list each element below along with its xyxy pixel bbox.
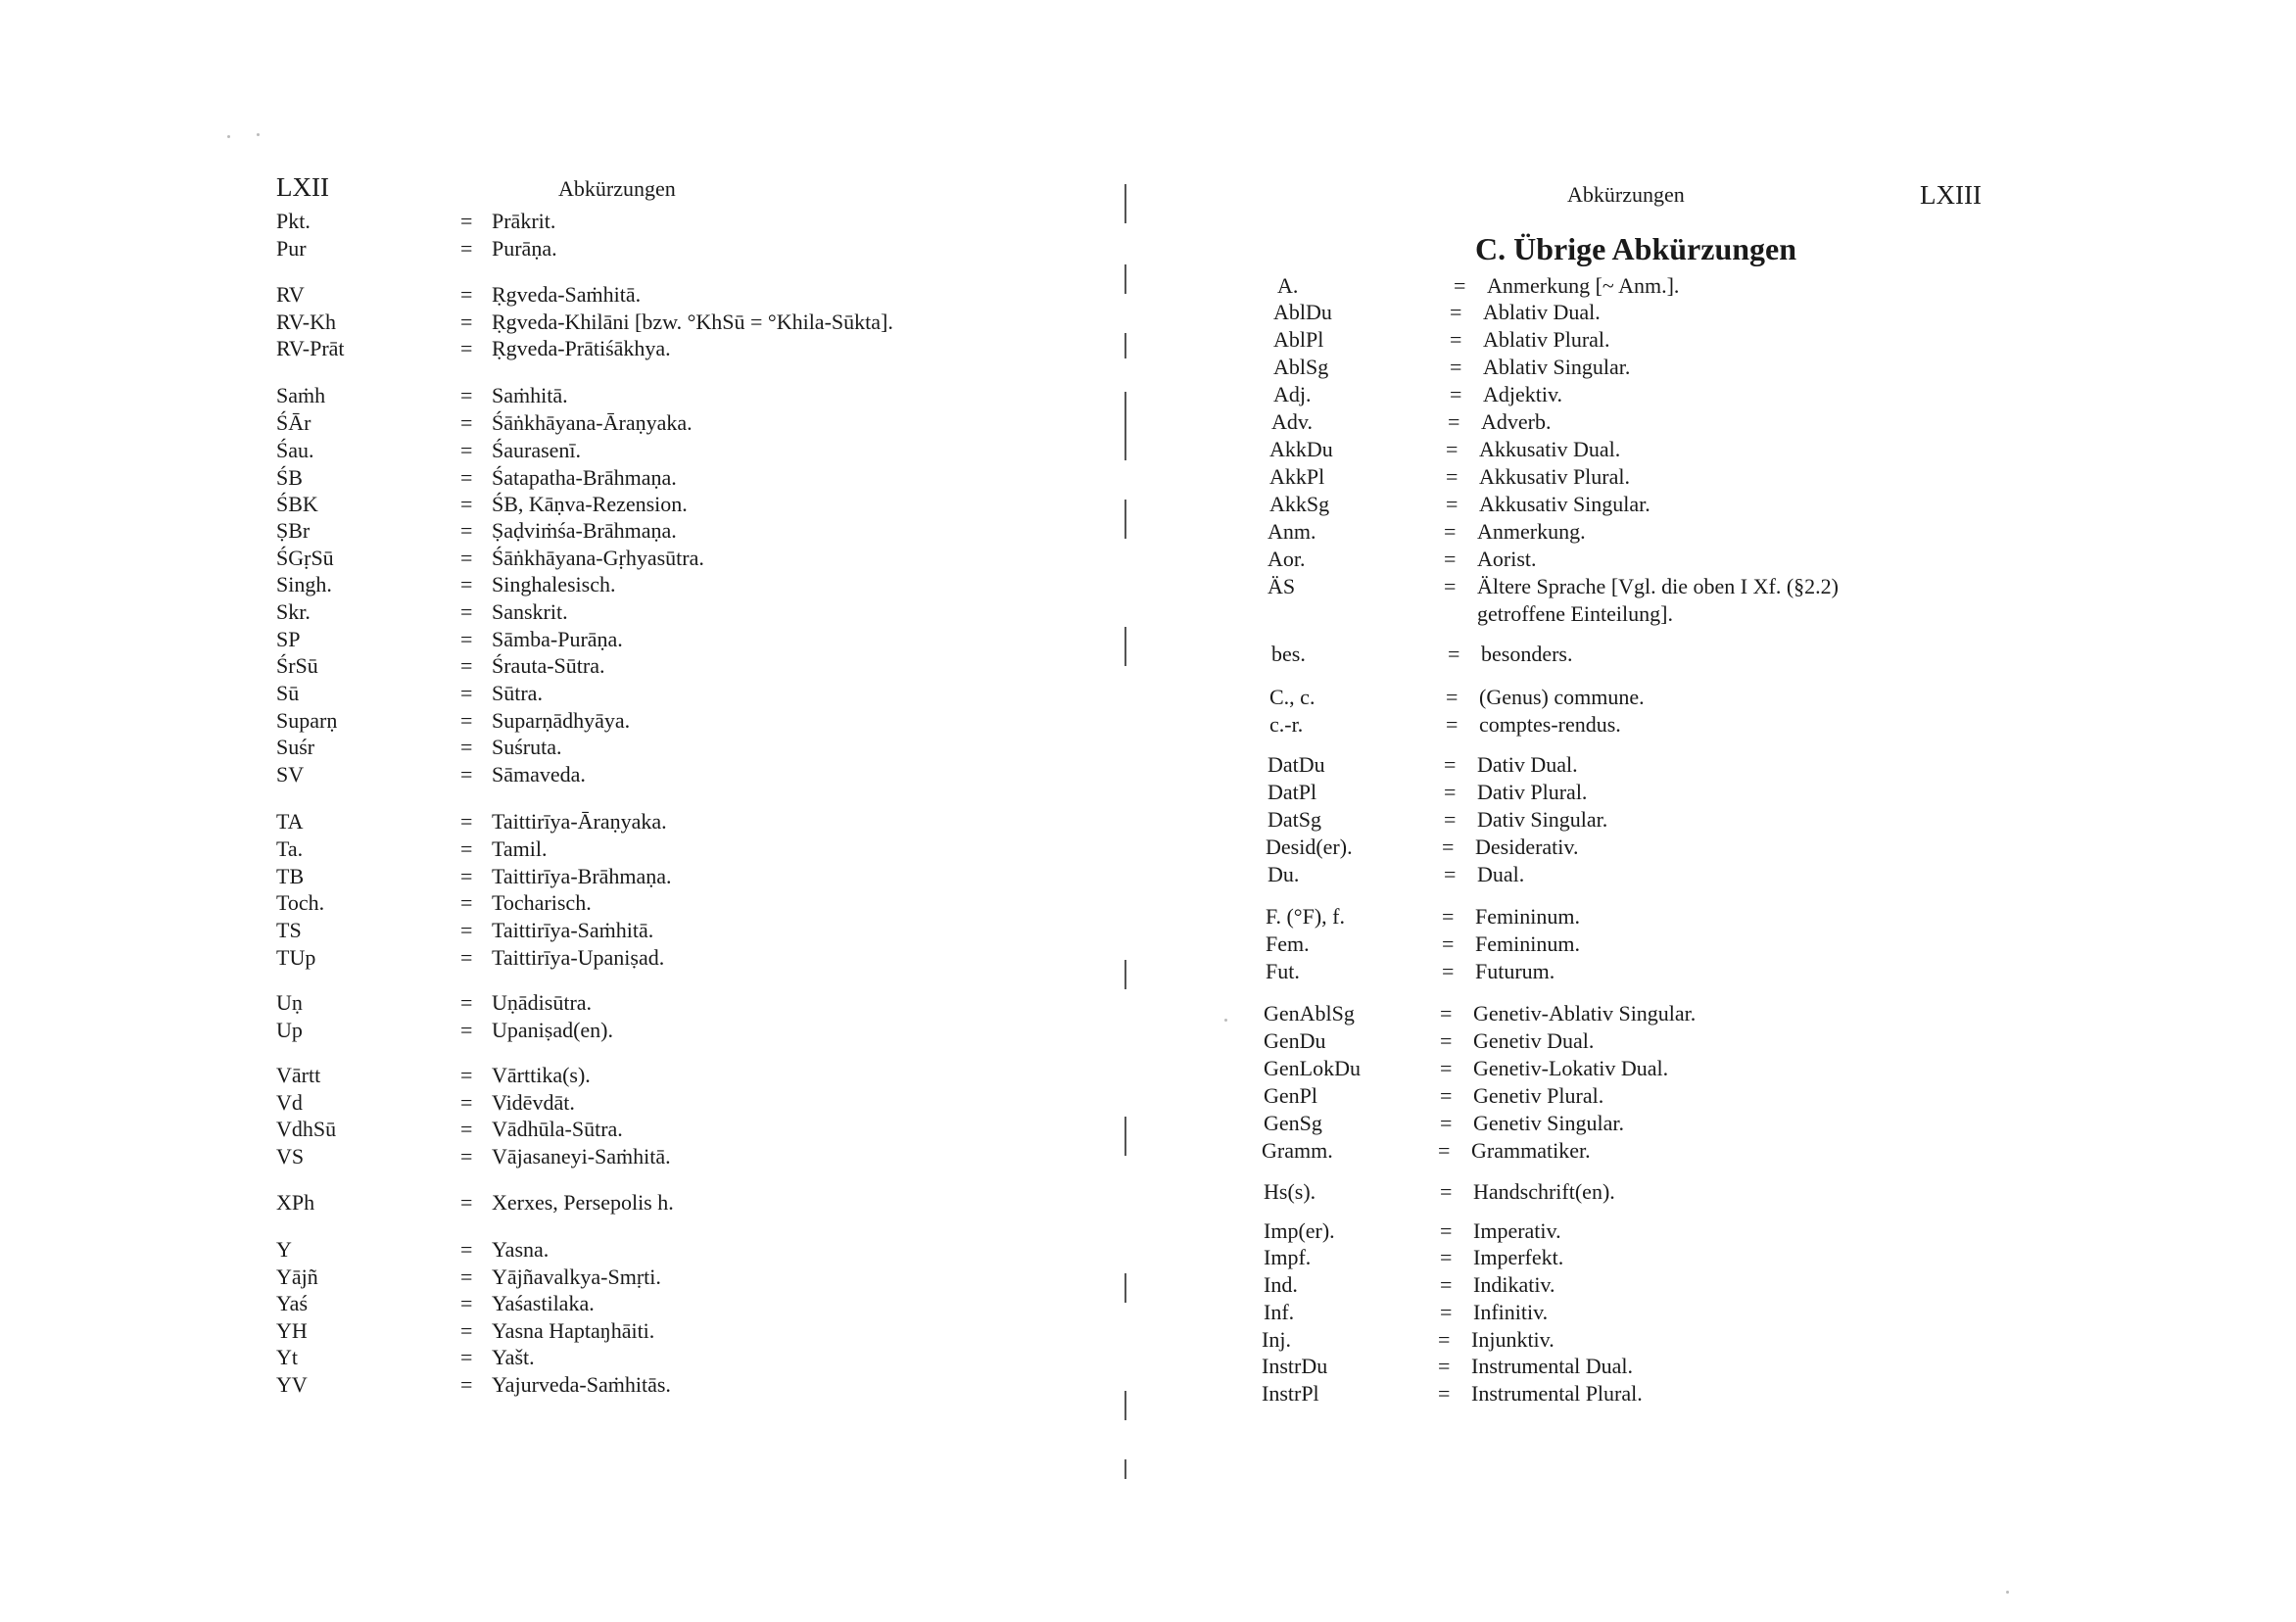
- equals-sign: =: [1440, 1083, 1453, 1108]
- equals-sign: =: [1440, 1028, 1453, 1053]
- abbreviation: InstrPl: [1262, 1381, 1319, 1406]
- expansion: Sāmaveda.: [492, 762, 586, 787]
- equals-sign: =: [460, 1144, 473, 1169]
- left-page: [0, 0, 1136, 1622]
- expansion: Singhalesisch.: [492, 572, 616, 596]
- abbreviation: YH: [276, 1318, 308, 1343]
- abbreviation: C., c.: [1269, 685, 1315, 709]
- scan-speck: [227, 135, 230, 138]
- abbreviation: ŚĀr: [276, 410, 311, 435]
- expansion: Dativ Singular.: [1477, 807, 1608, 832]
- expansion: Genetiv Dual.: [1473, 1028, 1595, 1053]
- equals-sign: =: [460, 1018, 473, 1042]
- expansion: Genetiv Plural.: [1473, 1083, 1604, 1108]
- equals-sign: =: [1438, 1138, 1451, 1163]
- expansion: besonders.: [1481, 642, 1573, 666]
- equals-sign: =: [460, 1237, 473, 1262]
- abbreviation: Inf.: [1264, 1300, 1295, 1324]
- expansion: Imperativ.: [1473, 1218, 1561, 1243]
- equals-sign: =: [1450, 382, 1462, 406]
- abbreviation: TA: [276, 809, 304, 834]
- equals-sign: =: [1438, 1381, 1451, 1406]
- equals-sign: =: [1442, 931, 1455, 956]
- equals-sign: =: [460, 836, 473, 861]
- abbreviation: AkkPl: [1269, 464, 1325, 489]
- expansion: Vādhūla-Sūtra.: [492, 1117, 623, 1141]
- abbreviation: RV-Kh: [276, 310, 336, 334]
- expansion: Prākrit.: [492, 209, 556, 233]
- abbreviation: DatDu: [1268, 752, 1325, 777]
- abbreviation: GenAblSg: [1264, 1001, 1355, 1026]
- expansion: Genetiv-Ablativ Singular.: [1473, 1001, 1697, 1026]
- equals-sign: =: [460, 282, 473, 307]
- abbreviation: Vd: [276, 1090, 303, 1115]
- abbreviation: Adj.: [1273, 382, 1312, 406]
- abbreviation: A.: [1277, 273, 1299, 298]
- abbreviation: GenDu: [1264, 1028, 1326, 1053]
- abbreviation: Saṁh: [276, 383, 326, 407]
- expansion: Instrumental Plural.: [1471, 1381, 1643, 1406]
- abbreviation: Pkt.: [276, 209, 311, 233]
- abbreviation: Singh.: [276, 572, 332, 596]
- equals-sign: =: [460, 1345, 473, 1369]
- abbreviation: Gramm.: [1262, 1138, 1333, 1163]
- abbreviation: AkkDu: [1269, 437, 1333, 461]
- abbreviation: GenLokDu: [1264, 1056, 1361, 1080]
- equals-sign: =: [460, 236, 473, 261]
- abbreviation: AblSg: [1273, 355, 1329, 379]
- expansion: Injunktiv.: [1471, 1327, 1555, 1352]
- equals-sign: =: [460, 492, 473, 516]
- expansion: Aorist.: [1477, 547, 1537, 571]
- expansion: Akkusativ Dual.: [1479, 437, 1621, 461]
- equals-sign: =: [460, 336, 473, 360]
- equals-sign: =: [1446, 437, 1459, 461]
- expansion: Sanskrit.: [492, 599, 568, 624]
- expansion: Śatapatha-Brāhmaṇa.: [492, 465, 677, 490]
- abbreviation: Up: [276, 1018, 303, 1042]
- abbreviation: ṢBr: [276, 518, 311, 543]
- expansion: Imperfekt.: [1473, 1245, 1564, 1269]
- equals-sign: =: [1450, 300, 1462, 324]
- abbreviation: Ta.: [276, 836, 304, 861]
- abbreviation: Yājñ: [276, 1264, 318, 1289]
- equals-sign: =: [1444, 519, 1457, 544]
- equals-sign: =: [460, 410, 473, 435]
- expansion: Dativ Plural.: [1477, 780, 1588, 804]
- abbreviation: RV-Prāt: [276, 336, 345, 360]
- abbreviation: SV: [276, 762, 305, 787]
- abbreviation: Fut.: [1266, 959, 1300, 983]
- abbreviation: ŚGṛSū: [276, 546, 334, 570]
- expansion: Femininum.: [1475, 904, 1580, 929]
- expansion: Ablativ Dual.: [1483, 300, 1601, 324]
- expansion: Tocharisch.: [492, 890, 592, 915]
- expansion: Suparṇādhyāya.: [492, 708, 631, 733]
- abbreviation: DatPl: [1268, 780, 1317, 804]
- right-page: [1136, 0, 2296, 1622]
- equals-sign: =: [1454, 273, 1466, 298]
- equals-sign: =: [1444, 752, 1457, 777]
- page-number: LXIII: [1920, 180, 1982, 210]
- expansion: ŚB, Kāṇva-Rezension.: [492, 492, 688, 516]
- equals-sign: =: [460, 918, 473, 942]
- equals-sign: =: [460, 735, 473, 759]
- abbreviation: ŚrSū: [276, 653, 318, 678]
- expansion: Ablativ Plural.: [1483, 327, 1610, 352]
- expansion: Ältere Sprache [Vgl. die oben I Xf. (§2.2): [1477, 574, 1839, 598]
- equals-sign: =: [460, 1190, 473, 1215]
- abbreviation: Yaś: [276, 1291, 309, 1315]
- expansion: Purāṇa.: [492, 236, 557, 261]
- abbreviation: XPh: [276, 1190, 315, 1215]
- expansion: Yaśastilaka.: [492, 1291, 595, 1315]
- equals-sign: =: [460, 546, 473, 570]
- expansion: Taittirīya-Saṁhitā.: [492, 918, 654, 942]
- equals-sign: =: [1440, 1001, 1453, 1026]
- equals-sign: =: [1440, 1056, 1453, 1080]
- expansion: Adverb.: [1481, 409, 1552, 434]
- equals-sign: =: [1438, 1354, 1451, 1378]
- expansion: Sūtra.: [492, 681, 543, 705]
- equals-sign: =: [1450, 327, 1462, 352]
- expansion: Uṇādisūtra.: [492, 990, 593, 1015]
- expansion: Desiderativ.: [1475, 835, 1579, 859]
- expansion: Śāṅkhāyana-Āraṇyaka.: [492, 410, 693, 435]
- running-head: Abkürzungen: [1567, 182, 1685, 207]
- abbreviation: F. (°F), f.: [1266, 904, 1345, 929]
- abbreviation: AkkSg: [1269, 492, 1330, 516]
- expansion: Yājñavalkya-Smṛti.: [492, 1264, 661, 1289]
- expansion: Anmerkung [~ Anm.].: [1487, 273, 1680, 298]
- expansion: Handschrift(en).: [1473, 1179, 1615, 1204]
- abbreviation: Toch.: [276, 890, 325, 915]
- equals-sign: =: [460, 653, 473, 678]
- equals-sign: =: [1448, 409, 1460, 434]
- scan-speck: [257, 133, 260, 136]
- book-gutter: [1124, 137, 1126, 1489]
- abbreviation: Imp(er).: [1264, 1218, 1335, 1243]
- equals-sign: =: [1440, 1272, 1453, 1297]
- abbreviation: Śau.: [276, 438, 314, 462]
- equals-sign: =: [460, 708, 473, 733]
- abbreviation: Sū: [276, 681, 300, 705]
- equals-sign: =: [460, 1264, 473, 1289]
- equals-sign: =: [460, 599, 473, 624]
- abbreviation: ŚBK: [276, 492, 318, 516]
- equals-sign: =: [1444, 574, 1457, 598]
- abbreviation: Hs(s).: [1264, 1179, 1316, 1204]
- abbreviation: SP: [276, 627, 301, 651]
- equals-sign: =: [1438, 1327, 1451, 1352]
- abbreviation: RV: [276, 282, 305, 307]
- expansion: Femininum.: [1475, 931, 1580, 956]
- abbreviation: TS: [276, 918, 302, 942]
- equals-sign: =: [460, 1291, 473, 1315]
- equals-sign: =: [1450, 355, 1462, 379]
- equals-sign: =: [1444, 862, 1457, 886]
- equals-sign: =: [1442, 835, 1455, 859]
- expansion: Genetiv-Lokativ Dual.: [1473, 1056, 1669, 1080]
- equals-sign: =: [1440, 1218, 1453, 1243]
- equals-sign: =: [460, 945, 473, 970]
- equals-sign: =: [460, 864, 473, 888]
- abbreviation: Skr.: [276, 599, 311, 624]
- abbreviation: Yt: [276, 1345, 298, 1369]
- abbreviation: Suparṇ: [276, 708, 338, 733]
- equals-sign: =: [1446, 712, 1459, 737]
- expansion: Vājasaneyi-Saṁhitā.: [492, 1144, 671, 1169]
- expansion: Yašt.: [492, 1345, 535, 1369]
- equals-sign: =: [460, 1318, 473, 1343]
- abbreviation: bes.: [1271, 642, 1306, 666]
- abbreviation: TB: [276, 864, 305, 888]
- expansion: Genetiv Singular.: [1473, 1111, 1624, 1135]
- equals-sign: =: [460, 465, 473, 490]
- expansion: Dativ Dual.: [1477, 752, 1578, 777]
- equals-sign: =: [1440, 1300, 1453, 1324]
- equals-sign: =: [460, 518, 473, 543]
- running-head: Abkürzungen: [558, 176, 676, 201]
- expansion: comptes-rendus.: [1479, 712, 1621, 737]
- expansion: Yasna Haptaŋhāiti.: [492, 1318, 655, 1343]
- equals-sign: =: [1440, 1179, 1453, 1204]
- abbreviation: Anm.: [1268, 519, 1316, 544]
- expansion: Ṛgveda-Khilāni [bzw. °KhSū = °Khila-Sūkta].: [492, 310, 893, 334]
- expansion: Vārttika(s).: [492, 1063, 591, 1087]
- abbreviation: Suśr: [276, 735, 315, 759]
- abbreviation: InstrDu: [1262, 1354, 1328, 1378]
- equals-sign: =: [1446, 464, 1459, 489]
- equals-sign: =: [460, 990, 473, 1015]
- abbreviation: TUp: [276, 945, 316, 970]
- abbreviation: Pur: [276, 236, 307, 261]
- expansion: Dual.: [1477, 862, 1525, 886]
- equals-sign: =: [460, 627, 473, 651]
- equals-sign: =: [460, 209, 473, 233]
- expansion: Upaniṣad(en).: [492, 1018, 614, 1042]
- expansion: Sāmba-Purāṇa.: [492, 627, 623, 651]
- expansion: (Genus) commune.: [1479, 685, 1645, 709]
- abbreviation: AblPl: [1273, 327, 1324, 352]
- expansion: Xerxes, Persepolis h.: [492, 1190, 674, 1215]
- abbreviation: YV: [276, 1372, 308, 1397]
- abbreviation: c.-r.: [1269, 712, 1304, 737]
- expansion: Ṛgveda-Saṁhitā.: [492, 282, 642, 307]
- expansion: Akkusativ Plural.: [1479, 464, 1630, 489]
- equals-sign: =: [460, 1117, 473, 1141]
- abbreviation: Du.: [1268, 862, 1300, 886]
- equals-sign: =: [460, 572, 473, 596]
- expansion: Taittirīya-Āraṇyaka.: [492, 809, 667, 834]
- abbreviation: Vārtt: [276, 1063, 321, 1087]
- expansion: getroffene Einteilung].: [1477, 601, 1673, 626]
- abbreviation: Uṇ: [276, 990, 303, 1015]
- equals-sign: =: [1440, 1111, 1453, 1135]
- expansion: Tamil.: [492, 836, 548, 861]
- abbreviation: VS: [276, 1144, 305, 1169]
- equals-sign: =: [1444, 780, 1457, 804]
- abbreviation: Inj.: [1262, 1327, 1291, 1352]
- expansion: Anmerkung.: [1477, 519, 1586, 544]
- expansion: Instrumental Dual.: [1471, 1354, 1633, 1378]
- expansion: Śrauta-Sūtra.: [492, 653, 605, 678]
- expansion: Ablativ Singular.: [1483, 355, 1631, 379]
- equals-sign: =: [460, 809, 473, 834]
- abbreviation: Desid(er).: [1266, 835, 1353, 859]
- abbreviation: Adv.: [1271, 409, 1313, 434]
- equals-sign: =: [460, 438, 473, 462]
- equals-sign: =: [1444, 547, 1457, 571]
- abbreviation: ŚB: [276, 465, 303, 490]
- equals-sign: =: [460, 310, 473, 334]
- expansion: Ṛgveda-Prātiśākhya.: [492, 336, 671, 360]
- expansion: Ṣaḍviṁśa-Brāhmaṇa.: [492, 518, 677, 543]
- expansion: Yajurveda-Saṁhitās.: [492, 1372, 671, 1397]
- section-title: C. Übrige Abkürzungen: [1475, 231, 1797, 266]
- equals-sign: =: [1444, 807, 1457, 832]
- expansion: Śaurasenī.: [492, 438, 582, 462]
- abbreviation: GenPl: [1264, 1083, 1317, 1108]
- abbreviation: AblDu: [1273, 300, 1332, 324]
- equals-sign: =: [460, 1090, 473, 1115]
- abbreviation: Fem.: [1266, 931, 1310, 956]
- equals-sign: =: [1448, 642, 1460, 666]
- abbreviation: Y: [276, 1237, 292, 1262]
- equals-sign: =: [460, 681, 473, 705]
- abbreviation: DatSg: [1268, 807, 1321, 832]
- expansion: Vidēvdāt.: [492, 1090, 575, 1115]
- expansion: Saṁhitā.: [492, 383, 568, 407]
- equals-sign: =: [460, 1063, 473, 1087]
- expansion: Infinitiv.: [1473, 1300, 1549, 1324]
- expansion: Grammatiker.: [1471, 1138, 1591, 1163]
- equals-sign: =: [1446, 685, 1459, 709]
- abbreviation: VdhSū: [276, 1117, 337, 1141]
- equals-sign: =: [1440, 1245, 1453, 1269]
- equals-sign: =: [1442, 904, 1455, 929]
- expansion: Futurum.: [1475, 959, 1555, 983]
- expansion: Yasna.: [492, 1237, 550, 1262]
- abbreviation: Impf.: [1264, 1245, 1312, 1269]
- equals-sign: =: [1446, 492, 1459, 516]
- equals-sign: =: [1442, 959, 1455, 983]
- abbreviation: Ind.: [1264, 1272, 1298, 1297]
- expansion: Adjektiv.: [1483, 382, 1563, 406]
- abbreviation: GenSg: [1264, 1111, 1322, 1135]
- expansion: Suśruta.: [492, 735, 562, 759]
- page-number: LXII: [276, 172, 329, 202]
- equals-sign: =: [460, 383, 473, 407]
- abbreviation: ÄS: [1268, 574, 1296, 598]
- equals-sign: =: [460, 1372, 473, 1397]
- expansion: Taittirīya-Upaniṣad.: [492, 945, 665, 970]
- expansion: Taittirīya-Brāhmaṇa.: [492, 864, 672, 888]
- equals-sign: =: [460, 890, 473, 915]
- expansion: Śāṅkhāyana-Gṛhyasūtra.: [492, 546, 704, 570]
- expansion: Indikativ.: [1473, 1272, 1555, 1297]
- expansion: Akkusativ Singular.: [1479, 492, 1650, 516]
- equals-sign: =: [460, 762, 473, 787]
- abbreviation: Aor.: [1268, 547, 1306, 571]
